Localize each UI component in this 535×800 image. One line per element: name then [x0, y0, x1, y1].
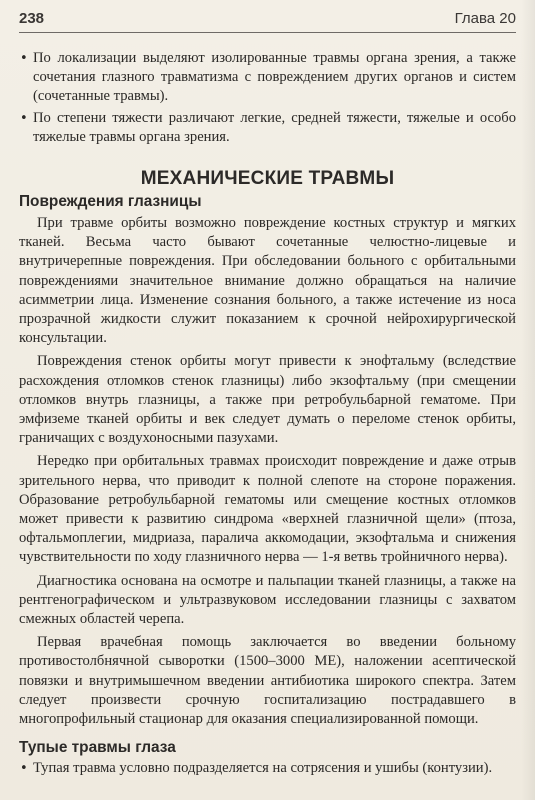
- subsection-heading-orbit-injuries: Повреждения глазницы: [19, 193, 202, 211]
- bullet-icon: •: [20, 51, 28, 66]
- list-item-text: По локализации выделяют изолированные травмы органа зрения, а также сочетания глазного травматизма с повреждением других органов и систем (сочетанные травмы).: [33, 50, 516, 105]
- list-item: [19, 49, 516, 107]
- intro-bullet-list: [19, 49, 516, 147]
- page-edge-shadow: [521, 0, 535, 800]
- running-head: [19, 10, 516, 33]
- list-item: [19, 759, 516, 778]
- paragraph: При травме орбиты возможно повреждение костных структур и мягких тканей. Весьма часто бывают сочетанные челюстно-лицевые и внутричерепные повреждения. При обследовании больного с орбитальными повреждениями значительное внимание должно обращаться на наличие асимметрии лица. Изменение сознания больного, а также истечение из носа прозрачной жидкости служит показанием к срочной нейрохирургической консультации.: [19, 215, 516, 347]
- list-item-text: По степени тяжести различают легкие, средней тяжести, тяжелые и особо тяжелые травмы органа зрения.: [33, 109, 516, 145]
- paragraph: Диагностика основана на осмотре и пальпации тканей глазницы, а также на рентгенографическом и ультразвуковом исследовании глазницы с захватом смежных областей черепа.: [19, 572, 516, 628]
- section-heading: МЕХАНИЧЕСКИЕ ТРАВМЫ: [140, 168, 395, 190]
- paragraph: Первая врачебная помощь заключается во введении больному противостолбнячной сыворотки (1500–3000 МЕ), наложении асептической повязки и внутримышечном введении антибиотика широкого спектра. Затем следует произвести срочную госпитализацию пострадавшего в многопрофильный стационар для оказания специализированной помощи.: [19, 634, 516, 728]
- list-item: [19, 109, 516, 147]
- bullet-icon: •: [20, 110, 28, 126]
- subsection-heading-blunt-injuries: Тупые травмы глаза: [19, 739, 176, 757]
- bullet-icon: •: [20, 761, 28, 777]
- paragraph: Повреждения стенок орбиты могут привести к энофтальму (вследствие расхождения отломков стенок глазницы) либо экзофтальму (при смещении отломков внутрь глазницы, а также при ретробульбарной гематоме. При эмфиземе тканей орбиты и век следует думать о переломе стенок орбиты, граничащих с воздухоносными пазухами.: [19, 353, 516, 447]
- chapter-title: Глава 20: [454, 10, 516, 27]
- page-number: 238: [19, 10, 45, 27]
- list-item-text: Тупая травма условно подразделяется на сотрясения и ушибы (контузии).: [33, 760, 493, 777]
- blunt-injuries-bullet-list: [19, 759, 516, 778]
- paragraph: Нередко при орбитальных травмах происходит повреждение и даже отрыв зрительного нерва, что приводит к полной слепоте на стороне поражения. Образование ретробульбарной гематомы или смещение костных отломков может привести к развитию синдрома «верхней глазничной щели» (птоза, офтальмоплегии, мидриаза, паралича аккомодации, экзофтальма и снижения чувствительности по ходу глазничного нерва — 1-я ветвь тройничного нерва).: [19, 453, 516, 566]
